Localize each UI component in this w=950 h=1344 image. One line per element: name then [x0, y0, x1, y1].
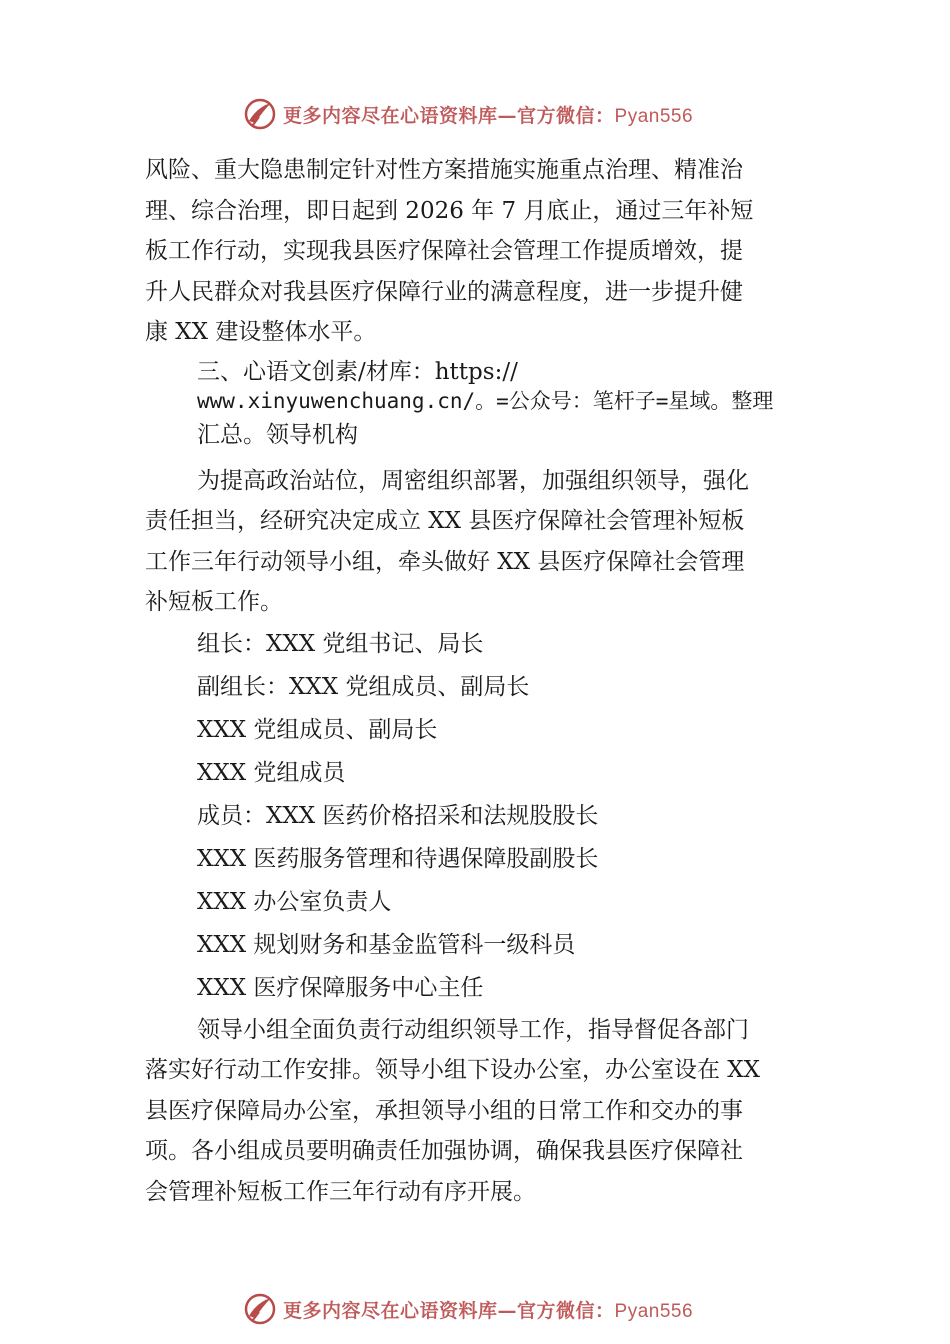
footer-banner [243, 1291, 763, 1327]
banner-text: 更多内容尽在心语资料库—官方微信：Pyan556 [283, 104, 694, 127]
text-line: 康 XX 建设整体水平。 [145, 319, 377, 345]
header-banner [243, 96, 763, 132]
paragraph-line: 领导小组全面负责行动组织领导工作，指导督促各部门 [197, 1016, 749, 1043]
banner-wechat-id: Pyan556 [614, 105, 694, 127]
section-heading: 三、心语文创素/材库：https:// [197, 358, 518, 385]
banner-wechat-id: Pyan556 [614, 1300, 694, 1322]
paragraph-line: 为提高政治站位，周密组织部署，加强组织领导，强化 [197, 467, 749, 494]
paragraph-line: 工作三年行动领导小组，牵头做好 XX 县医疗保障社会管理 [145, 548, 745, 575]
member-line: XXX 党组成员、副局长 [197, 716, 438, 743]
paragraph-line: 补短板工作。 [145, 589, 283, 615]
member-line: XXX 规划财务和基金监管科一级科员 [197, 931, 576, 958]
paragraph-line: 县医疗保障局办公室，承担领导小组的日常工作和交办的事 [145, 1097, 743, 1124]
paragraph-line: 落实好行动工作安排。领导小组下设办公室，办公室设在 XX [145, 1057, 761, 1083]
member-line: XXX 医药服务管理和待遇保障股副股长 [197, 845, 599, 872]
member-line: XXX 办公室负责人 [197, 888, 392, 915]
member-line: XXX 医疗保障服务中心主任 [197, 974, 484, 1001]
section-heading-tail: 汇总。领导机构 [197, 421, 358, 448]
document-body [145, 150, 825, 1212]
text-line: 风险、重大隐患制定针对性方案措施实施重点治理、精准治 [145, 157, 743, 183]
paragraph-line: 项。各小组成员要明确责任加强协调，确保我县医疗保障社 [145, 1138, 743, 1164]
member-line: XXX 党组成员 [197, 759, 346, 786]
paragraph-line: 责任担当，经研究决定成立 XX 县医疗保障社会管理补短板 [145, 508, 745, 534]
banner-text: 更多内容尽在心语资料库—官方微信：Pyan556 [283, 1299, 694, 1322]
text-line: 理、综合治理，即日起到 2026 年 7 月底止，通过三年补短 [145, 197, 754, 224]
brush-logo-icon [243, 97, 277, 131]
text-line: 板工作行动，实现我县医疗保障社会管理工作提质增效，提 [145, 238, 743, 264]
brush-logo-icon [243, 1292, 277, 1326]
text-line: 升人民群众对我县医疗保障行业的满意程度，进一步提升健 [145, 278, 743, 305]
member-line: 组长：XXX 党组书记、局长 [197, 630, 484, 657]
paragraph-line: 会管理补短板工作三年行动有序开展。 [145, 1178, 536, 1205]
section-heading-url: www.xinyuwenchuang.cn/。=公众号：笔杆子=星域。整理 [197, 388, 774, 413]
member-line: 成员：XXX 医药价格招采和法规股股长 [197, 802, 599, 829]
member-line: 副组长：XXX 党组成员、副局长 [197, 673, 530, 700]
